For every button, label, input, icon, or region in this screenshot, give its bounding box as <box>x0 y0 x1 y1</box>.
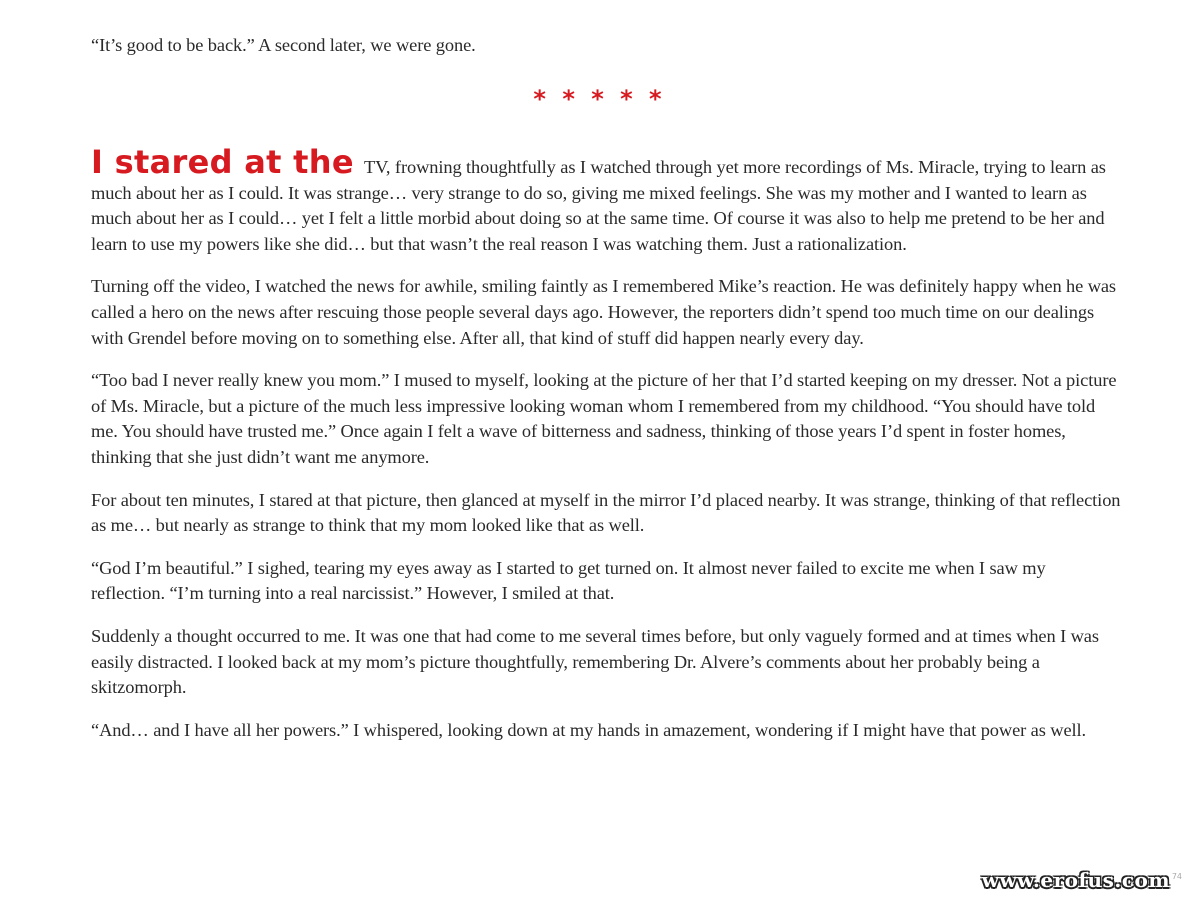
paragraph-2: Turning off the video, I watched the news for awhile, smiling faintly as I remembered Mike’s reaction. He was definitely happy when he was called a hero on the news after rescuing those people several days ago. However, the reporters didn’t spend too much time on our dealings with Grendel before moving on to something else. After all, that kind of stuff did happen nearly every day. <box>91 276 1116 348</box>
page-number: 74 <box>1171 872 1182 881</box>
paragraph-7: “And… and I have all her powers.” I whispered, looking down at my hands in amazement, wondering if I might have that power as well. <box>91 719 1087 740</box>
site-watermark: www.erofus.com <box>981 868 1170 892</box>
paragraph-3: “Too bad I never really knew you mom.” I mused to myself, looking at the picture of her that I’d started keeping on my dresser. Not a picture of Ms. Miracle, but a picture of the much less impressive looking woman whom I remembered from my childhood. “You should have told me. You should have trusted me.” Once again I felt a wave of bitterness and sadness, thinking of those years I’d spent in foster homes, thinking that she just didn’t want me anymore. <box>91 370 1117 467</box>
paragraph-4: For about ten minutes, I stared at that picture, then glanced at myself in the mirror I’d placed nearby. It was strange, thinking of that reflection as me… but nearly as strange to think that my mom looked like that as well. <box>91 489 1121 536</box>
paragraph-5: “God I’m beautiful.” I sighed, tearing my eyes away as I started to get turned on. It almost never failed to excite me when I saw my reflection. “I’m turning into a real narcissist.” However, I smiled at that. <box>91 557 1046 604</box>
scene-break-divider: * * * * * <box>533 85 666 113</box>
paragraph-1-text: TV, frowning thoughtfully as I watched through yet more recordings of Ms. Miracle, trying to learn as much about her as I could. It was strange… very strange to do so, giving me mixed feelings. She was my mother and I wanted to learn as much about her as I could… yet I felt a little morbid about doing so at the same time. Of course it was also to help me pretend to be her and learn to use my powers like she did… but that wasn’t the real reason I was watching them. Just a rationalization. <box>91 157 1106 254</box>
paragraph-1 <box>91 143 1121 257</box>
paragraph-6: Suddenly a thought occurred to me. It was one that had come to me several times before, but only vaguely formed and at times when I was easily distracted. I looked back at my mom’s picture thoughtfully, remembering Dr. Alvere’s comments about her probably being a skitzomorph. <box>91 625 1099 698</box>
story-body <box>91 143 1121 760</box>
opening-line: “It’s good to be back.” A second later, we were gone. <box>91 35 476 55</box>
dropcap-heading: I stared at the <box>91 143 354 181</box>
